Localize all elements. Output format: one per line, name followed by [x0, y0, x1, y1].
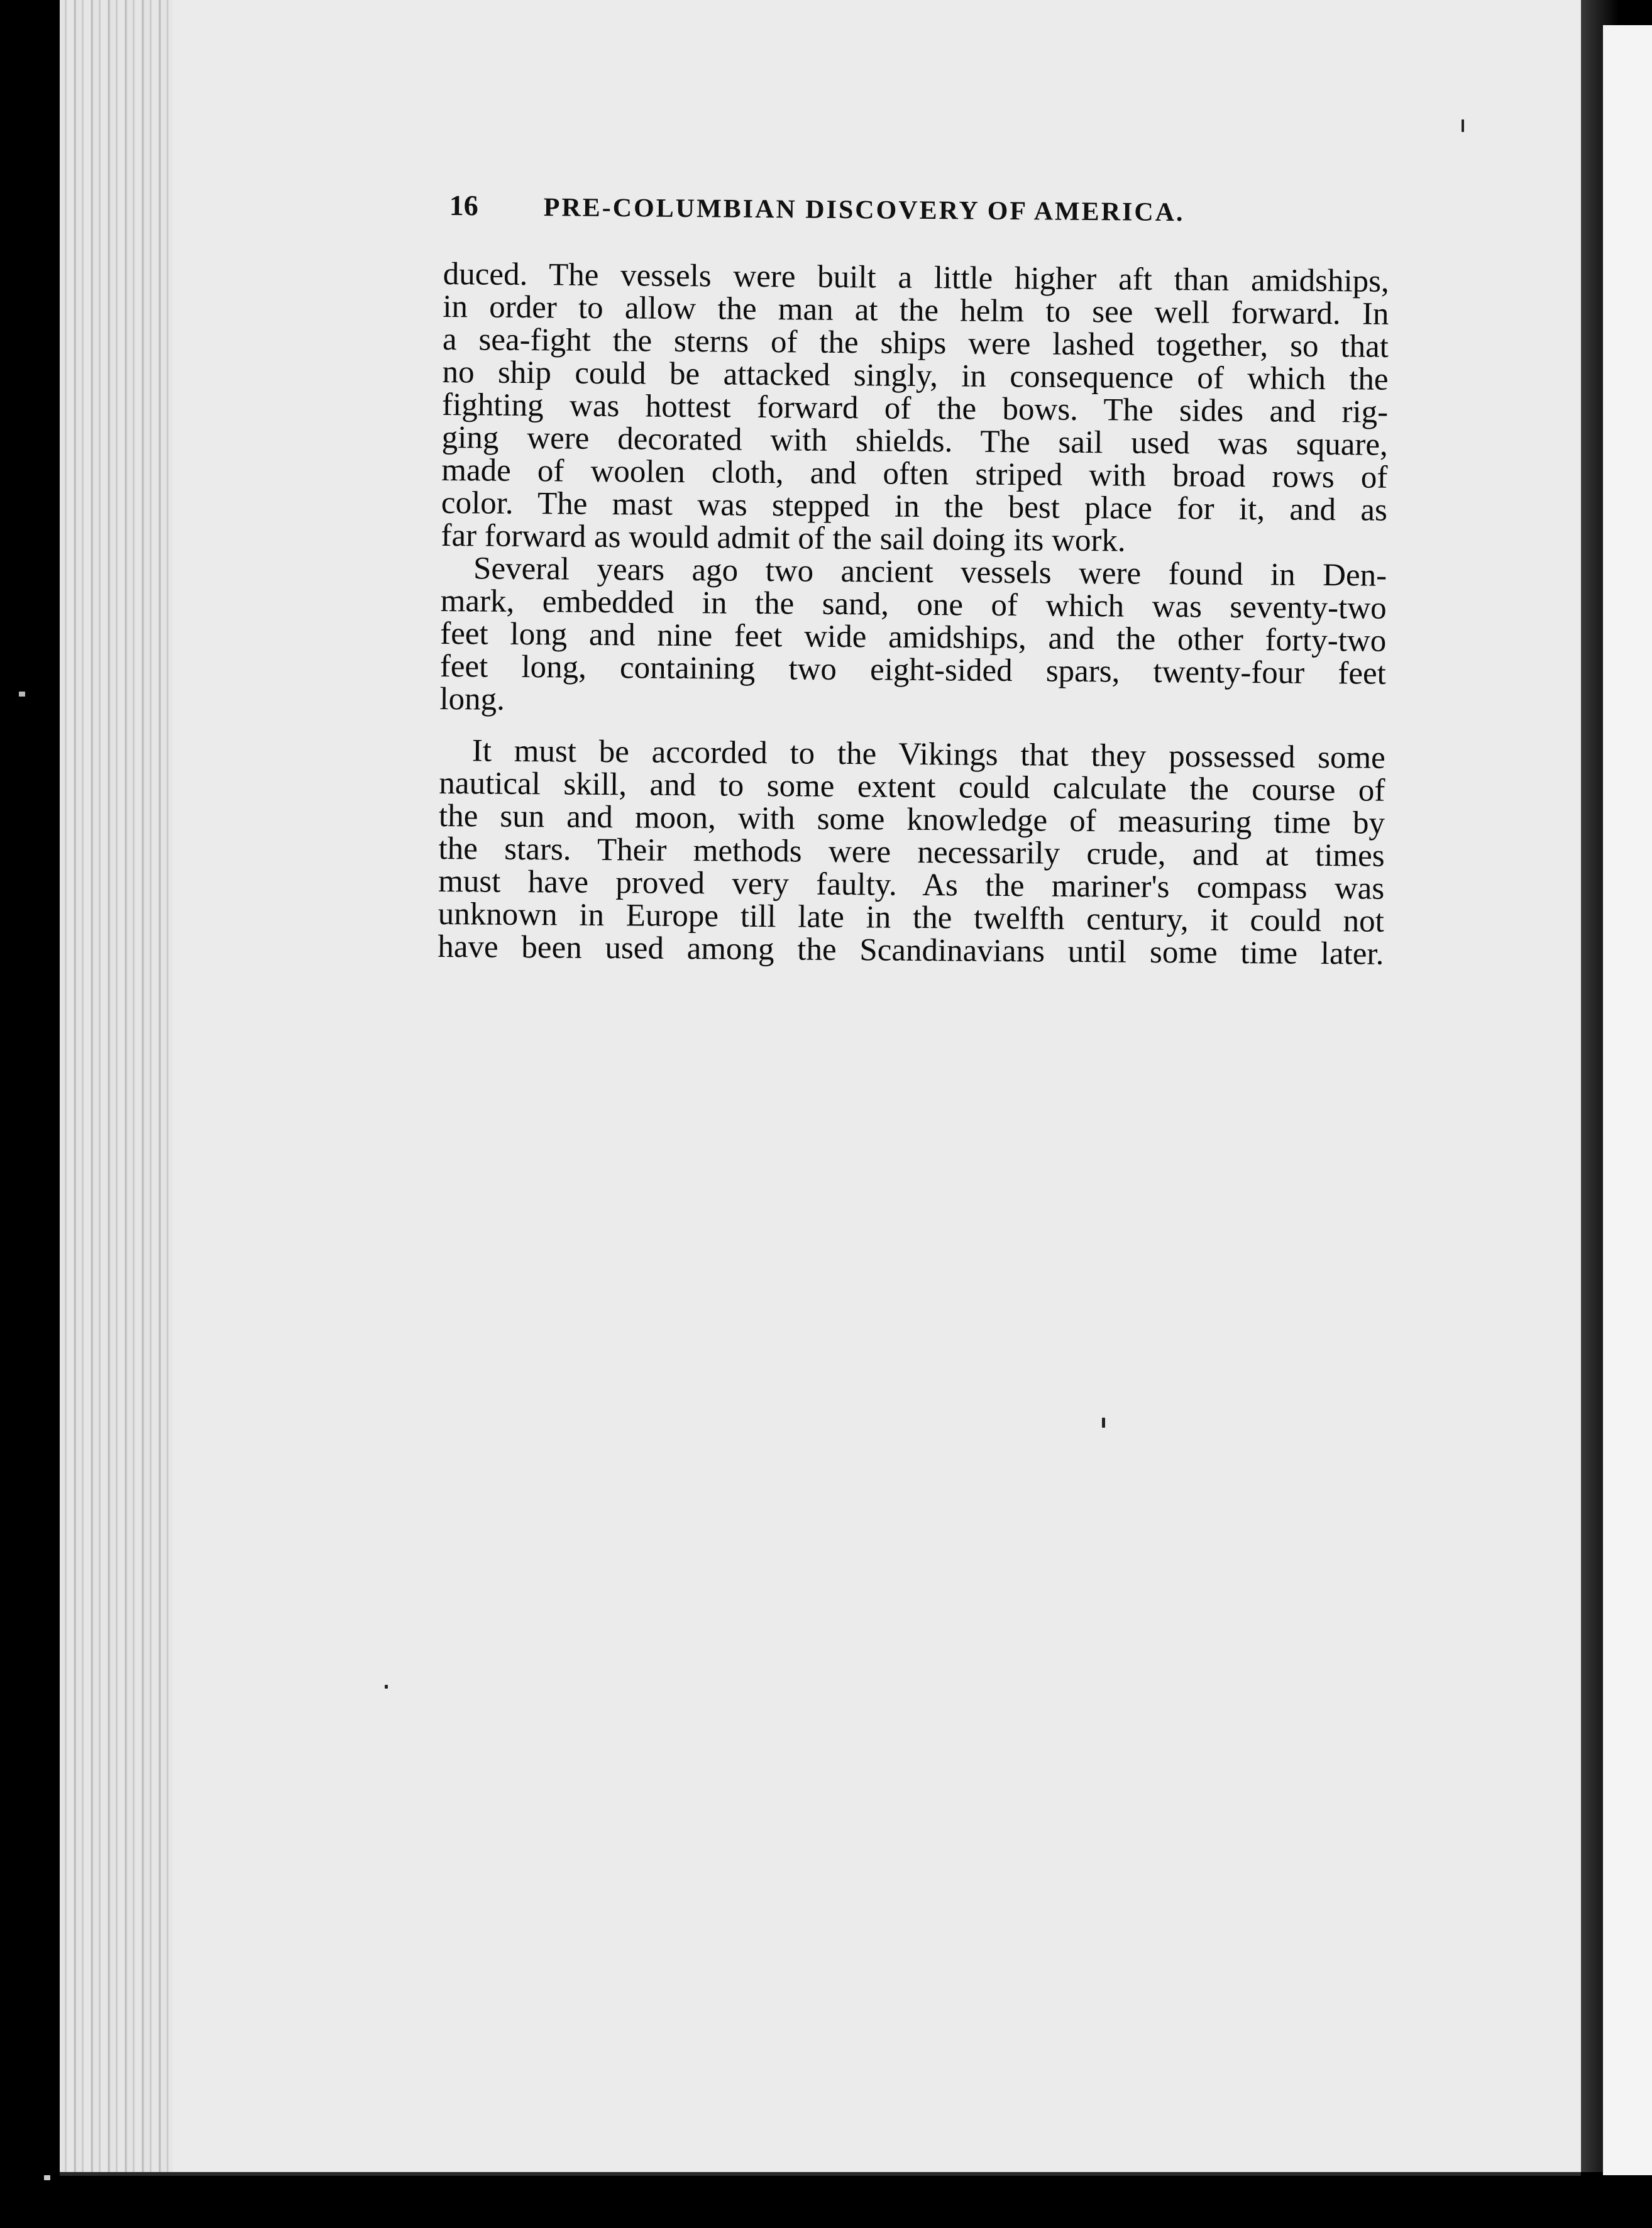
text-line: duced. The vessels were built a little higher aft than amidships, — [443, 256, 1389, 299]
paragraph-3 — [438, 734, 1385, 971]
text-line: the stars. Their methods were necessarily crude, and at times — [438, 830, 1385, 874]
running-title: PRE-COLUMBIAN DISCOVERY OF AMERICA. — [543, 193, 1185, 228]
text-line: in order to allow the man at the helm to see well forward. In — [443, 289, 1389, 332]
text-line: feet long, containing two eight-sided spars, twenty-four feet — [439, 648, 1387, 692]
body-text — [438, 258, 1389, 971]
text-line: fighting was hottest forward of the bows. The sides and rig- — [441, 387, 1389, 430]
text-line: nautical skill, and to some extent could calculate the course of — [439, 765, 1385, 808]
scan-speck — [1102, 1418, 1105, 1428]
running-head — [449, 189, 1260, 228]
text-line: ging were decorated with shields. The sail used was square, — [441, 419, 1388, 463]
text-line: mark, embedded in the sand, one of which was seventy-two — [440, 583, 1387, 626]
text-line: unknown in Europe till late in the twelfth century, it could not — [438, 896, 1384, 939]
text-line: It must be accorded to the Vikings that they possessed some — [471, 733, 1386, 776]
text-line: feet long and nine feet wide amidships, and the other forty-two — [440, 615, 1387, 659]
scan-speck — [1462, 119, 1464, 132]
paragraph-1 — [441, 258, 1389, 560]
text-line: have been used among the Scandinavians until some time later. — [438, 929, 1384, 972]
text-line: long. — [439, 681, 505, 717]
facing-page-edge — [1603, 25, 1652, 2175]
paragraph-2 — [439, 552, 1387, 723]
scan-speck — [19, 692, 25, 697]
text-line: the sun and moon, with some knowledge of measuring time by — [438, 798, 1385, 841]
text-line: Several years ago two ancient vessels were found in Den- — [473, 551, 1387, 593]
text-line: made of woolen cloth, and often striped with broad rows of — [441, 452, 1388, 495]
scan-speck — [385, 1685, 388, 1689]
text-line: color. The mast was stepped in the best place for it, and as — [441, 485, 1388, 528]
scan-speck — [44, 2175, 50, 2180]
text-line: a sea-fight the sterns of the ships were lashed together, so that — [442, 321, 1389, 365]
text-line: must have proved very faulty. As the mariner's compass was — [438, 863, 1385, 907]
text-line: no ship could be attacked singly, in consequence of which the — [442, 354, 1389, 397]
page-number: 16 — [449, 189, 478, 222]
text-line: far forward as would admit of the sail doing its work. — [441, 517, 1126, 559]
page-edge-stack — [60, 0, 173, 2172]
